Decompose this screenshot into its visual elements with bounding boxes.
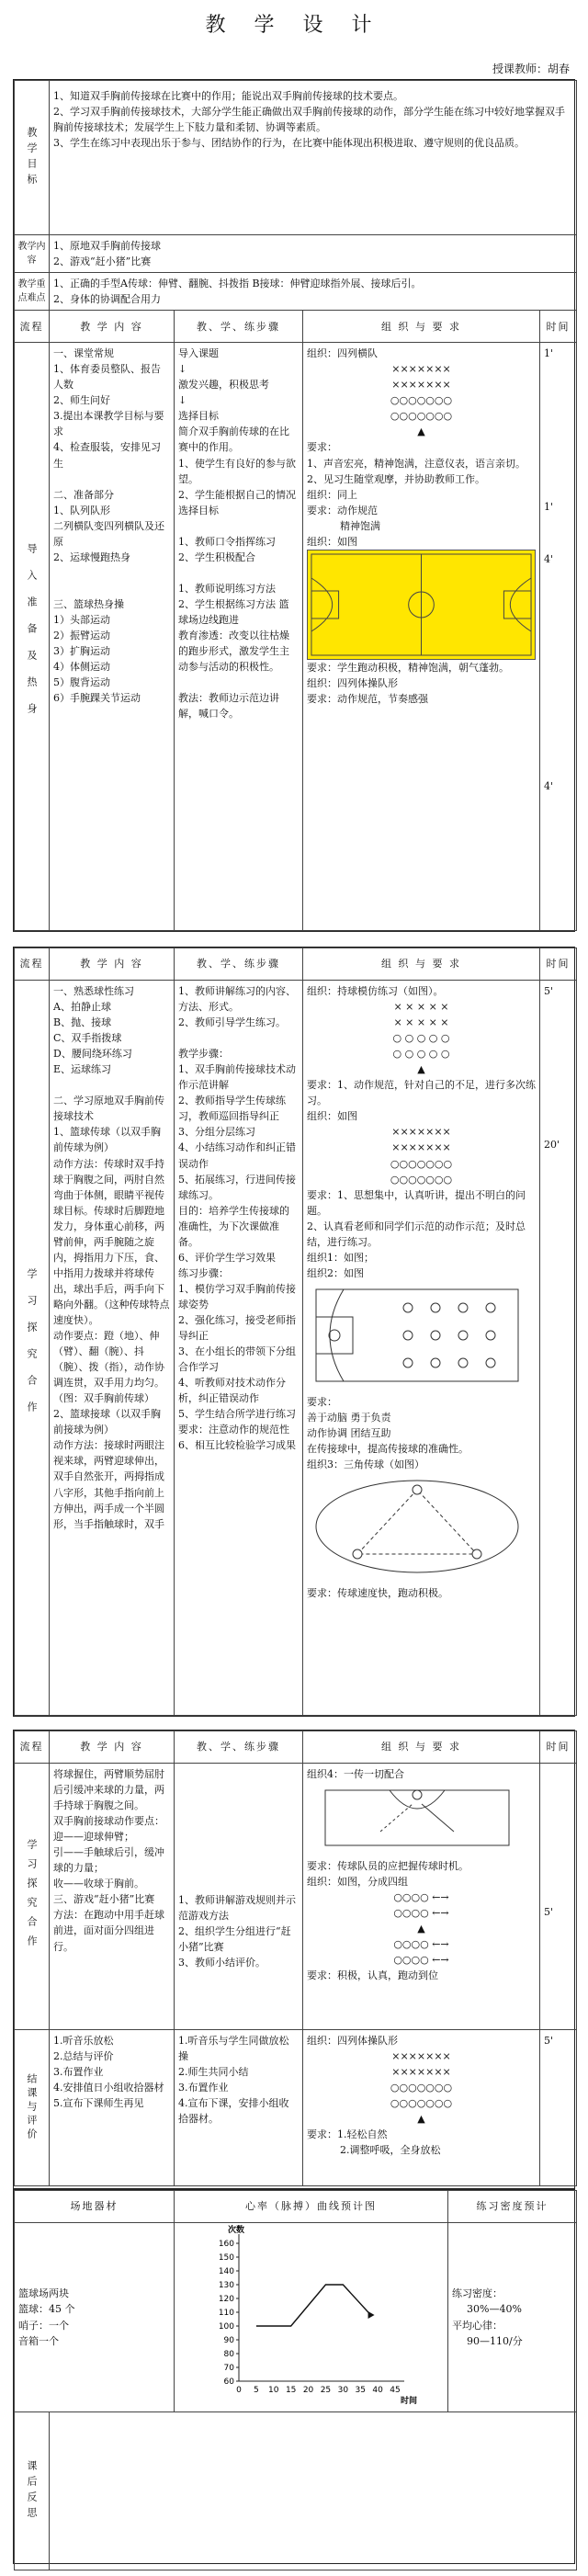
org-line: 组织3：三角传球（如图） bbox=[307, 1458, 424, 1471]
equipment-item: 哨子：一个 bbox=[18, 2319, 69, 2332]
objectives-label-text: 教学目标 bbox=[26, 126, 39, 189]
content-line: 双手胸前接球动作要点： bbox=[53, 1815, 164, 1828]
content-line: 三、篮球热身操 bbox=[53, 597, 124, 610]
y-tick-label: 130 bbox=[218, 2281, 234, 2290]
heart-rate-chart bbox=[175, 2223, 447, 2407]
section-closing bbox=[13, 1730, 575, 2189]
teacher-marker: ▲ bbox=[417, 426, 425, 438]
density-cell bbox=[448, 2223, 577, 2412]
org-line: ××××××× bbox=[391, 379, 451, 392]
method-line: 2、强化练习，接受老师指导纠正 bbox=[178, 1313, 296, 1343]
pass-cut-diagram bbox=[307, 1786, 527, 1850]
org-line: ××××××× bbox=[391, 1126, 451, 1139]
reflection-label: 课后反思 bbox=[26, 2459, 39, 2523]
stage-cell bbox=[15, 981, 50, 1716]
key-label: 教学重点难点 bbox=[15, 273, 50, 311]
content-line bbox=[53, 565, 170, 581]
y-tick-label: 120 bbox=[218, 2295, 234, 2304]
org-line: ○ ○ ○ ○ ○ bbox=[392, 1048, 450, 1061]
org-line: 要求：动作规范，节奏感强 bbox=[307, 692, 428, 705]
org-line: 组织：四列横队 bbox=[307, 347, 378, 360]
header-stage: 流程 bbox=[15, 1731, 50, 1764]
content-line: 二、准备部分 bbox=[53, 488, 114, 501]
y-tick-label: 140 bbox=[218, 2267, 234, 2276]
org-line: 组织1：如图； bbox=[307, 1251, 374, 1264]
reflection-label-cell bbox=[15, 2412, 50, 2570]
content-line: 二、学习原地双手胸前传接球技术 bbox=[53, 1095, 164, 1123]
org-cell bbox=[303, 343, 540, 931]
key-item: 1、正确的手型A传球：伸臂、翻腕、抖拨指 B接球：伸臂迎球指外展、接球后引。 bbox=[53, 278, 422, 290]
content-line: 5.宣布下课师生再见 bbox=[53, 2097, 144, 2110]
teacher-marker: ▲ bbox=[417, 1063, 425, 1076]
method-line: 2、教师引导学生练习。 bbox=[178, 1016, 286, 1029]
header-time: 时间 bbox=[540, 948, 577, 981]
content-cell bbox=[50, 981, 175, 1716]
content-line: E、运球练习 bbox=[53, 1063, 112, 1076]
equipment-header: 场地器材 bbox=[15, 2191, 175, 2223]
section-bottom bbox=[13, 2189, 575, 2564]
org-line: ××××××× bbox=[391, 1141, 451, 1154]
org-line: 2、见习生随堂观摩，并协助教师工作。 bbox=[307, 472, 485, 485]
content-line bbox=[53, 471, 170, 487]
content-line: 4）体侧运动 bbox=[53, 661, 110, 674]
line-arrow bbox=[368, 2311, 375, 2319]
content-line: B、抛、接球 bbox=[53, 1016, 112, 1029]
density-line: 练习密度： bbox=[452, 2287, 503, 2300]
content-line: 方法：在跑动中用手赶球前进，面对面分四组进行。 bbox=[53, 1909, 164, 1953]
content-line: 三、游戏“赶小猪”比赛 bbox=[53, 1893, 155, 1906]
org-line: 2、认真看老师和同学们示范的动作示范；及时总结，进行练习。 bbox=[307, 1220, 526, 1248]
equipment-item: 音箱一个 bbox=[18, 2334, 59, 2347]
equipment-item: 篮球场两块 bbox=[18, 2287, 69, 2300]
method-line: 1、双手胸前传接球技术动作示范讲解 bbox=[178, 1063, 296, 1092]
content-line bbox=[53, 1077, 170, 1093]
content-body bbox=[50, 235, 577, 273]
org-line: 要求：积极，认真，跑动到位 bbox=[307, 1969, 438, 1982]
content-line: D、腰间绕环练习 bbox=[53, 1048, 132, 1061]
content-line: 2、运球慢跑热身 bbox=[53, 550, 130, 563]
org-line: 要求：1、思想集中，认真听讲，提出不明白的问题。 bbox=[307, 1188, 526, 1217]
objective-item: 1、知道双手胸前传接球在比赛中的作用；能说出双手胸前传接球的技术要点。 bbox=[53, 90, 403, 102]
method-line: ↓ bbox=[178, 363, 187, 376]
y-axis-label: 次数 bbox=[228, 2226, 245, 2235]
content-line: 动作方法：接球时两眼注视来球，两臂迎球伸出，双手自然张开，两拇指成八字形，其他手指向前上方伸出，两手成一个半圆形，当手指触球时，双手 bbox=[53, 1439, 164, 1530]
org-line: × × × × × bbox=[393, 1016, 449, 1029]
content-line: 引——手触球后引，缓冲球的力量； bbox=[53, 1846, 164, 1875]
basketball-court-diagram bbox=[307, 550, 536, 660]
y-tick-label: 100 bbox=[218, 2322, 234, 2332]
method-line: 1.听音乐与学生同做放松操 bbox=[178, 2035, 289, 2063]
chart-header: 心率（脉搏）曲线预计图 bbox=[175, 2191, 448, 2223]
org-line: 组织2：如图 bbox=[307, 1266, 364, 1279]
method-line: 2、学生积极配合 bbox=[178, 550, 255, 563]
content-line: 3.提出本课教学目标与要求 bbox=[53, 410, 164, 438]
density-line: 30%—40% bbox=[467, 2303, 522, 2316]
method-line: 练习步骤： bbox=[178, 1266, 229, 1279]
content-cell bbox=[50, 1764, 175, 2030]
x-tick-label: 15 bbox=[285, 2386, 297, 2395]
stage-label: 学习探究合作 bbox=[26, 1267, 39, 1428]
org-line: 要求： bbox=[307, 1395, 337, 1408]
teacher-line: 授课教师：胡春 bbox=[492, 62, 570, 75]
time-value: 1' bbox=[544, 501, 554, 514]
triangle-pass-diagram bbox=[307, 1476, 527, 1577]
time-value: 20' bbox=[544, 1139, 560, 1152]
method-line: 简介双手胸前传球的在比赛中的作用。 bbox=[178, 426, 289, 454]
stage-label: 学习探究合作 bbox=[26, 1838, 39, 1955]
method-cell bbox=[175, 343, 303, 931]
time-value: 1' bbox=[544, 347, 554, 360]
org-line: 精神饱满 bbox=[340, 519, 380, 532]
content-line: 1）头部运动 bbox=[53, 613, 110, 626]
content-line bbox=[53, 581, 170, 596]
content-cell bbox=[50, 343, 175, 931]
y-tick-label: 70 bbox=[223, 2364, 234, 2373]
content-line: 一、课堂常规 bbox=[53, 347, 114, 360]
heart-rate-line bbox=[256, 2285, 371, 2326]
org-line: 组织：同上 bbox=[307, 488, 357, 501]
org-line: ××××××× bbox=[391, 2066, 451, 2079]
org-cell bbox=[303, 1764, 540, 2030]
method-line: 3、分组分层练习 bbox=[178, 1126, 255, 1139]
x-tick-label: 30 bbox=[337, 2386, 349, 2395]
method-line: 2、学生根据练习方法 篮球场边线跑进 bbox=[178, 597, 289, 626]
org-line: ○○○○○○○ bbox=[390, 2097, 453, 2110]
method-line: 导入课题 bbox=[178, 347, 219, 360]
objectives-body bbox=[50, 81, 577, 235]
method-line: ↓ bbox=[178, 394, 187, 407]
chart-cell bbox=[175, 2223, 448, 2412]
time-cell bbox=[540, 343, 577, 931]
section-learning bbox=[13, 947, 575, 1717]
y-tick-label: 90 bbox=[223, 2336, 234, 2345]
header-time: 时间 bbox=[540, 1731, 577, 1764]
content-item: 2、游戏“赶小猪”比赛 bbox=[53, 255, 152, 268]
content-line: 一、熟悉球性练习 bbox=[53, 985, 134, 997]
time-value: 5' bbox=[544, 985, 554, 997]
teacher-marker: ▲ bbox=[417, 1923, 425, 1935]
header-content: 教 学 内 容 bbox=[50, 1731, 175, 1764]
time-value: 4' bbox=[544, 780, 554, 793]
method-line: 2.师生共同小结 bbox=[178, 2066, 249, 2079]
org-line: ○ ○ ○ ○ ○ bbox=[392, 1032, 450, 1045]
content-line: 3.布置作业 bbox=[53, 2066, 104, 2079]
header-time: 时间 bbox=[540, 311, 577, 343]
method-line: 1、使学生有良好的参与欲望。 bbox=[178, 457, 296, 485]
header-org: 组 织 与 要 求 bbox=[303, 1731, 540, 1764]
org-line: 在传接球中，提高传接球的准确性。 bbox=[307, 1443, 469, 1456]
content-line: 3）扩胸运动 bbox=[53, 645, 110, 658]
org-cell bbox=[303, 981, 540, 1716]
x-tick-label: 0 bbox=[236, 2386, 242, 2395]
org-line: ××××××× bbox=[391, 363, 451, 376]
org-line: 要求：传球队员的应把握传球时机。 bbox=[307, 1860, 469, 1873]
x-tick-label: 10 bbox=[268, 2386, 279, 2395]
org-line: × × × × × bbox=[393, 1001, 449, 1014]
method-line: 要求：注意动作的规范性 bbox=[178, 1424, 289, 1436]
method-line: 目的：培养学生传接球的准确性，为下次课做准备。 bbox=[178, 1204, 289, 1248]
org-cell bbox=[303, 2030, 540, 2186]
header-content: 教 学 内 容 bbox=[50, 948, 175, 981]
method-line: 1、教师讲解游戏规则并示范游戏方法 bbox=[178, 1894, 296, 1923]
org-line: 1、声音宏亮，精神饱满，注意仪表，语言亲切。 bbox=[307, 457, 526, 470]
org-line: ○○○○ ←→ bbox=[393, 1938, 449, 1951]
equipment-item: 篮球：45 个 bbox=[18, 2303, 75, 2316]
court-svg bbox=[308, 550, 535, 659]
content-line: 1、队列队形 bbox=[53, 504, 110, 516]
org-line: 善于动脑 勇于负责 bbox=[307, 1411, 391, 1424]
method-line: 教育渗透：改变以往枯燥的跑步形式，激发学生主动参与活动的积极性。 bbox=[178, 630, 289, 674]
org-line: ○○○○○○○ bbox=[390, 1173, 453, 1186]
content-line: 4、检查服装，安排见习生 bbox=[53, 441, 161, 470]
key-body bbox=[50, 273, 577, 311]
objectives-label bbox=[15, 81, 50, 235]
org-line: 组织：四列体操队形 bbox=[307, 2035, 398, 2047]
org-line: 组织：如图 bbox=[307, 1110, 357, 1123]
method-line: 1、教师讲解练习的内容、方法、形式。 bbox=[178, 985, 296, 1014]
header-stage: 流程 bbox=[15, 311, 50, 343]
method-line: 5、学生结合所学进行练习 bbox=[178, 1408, 296, 1421]
method-line bbox=[178, 565, 299, 581]
content-cell bbox=[50, 2030, 175, 2186]
method-cell bbox=[175, 981, 303, 1716]
content-line: 动作要点：蹬（地）、伸（臂）、翻（腕）、抖（腕）、拨（指），动作协调连贯，双手用力均匀。 bbox=[53, 1330, 164, 1390]
half-court-diagram bbox=[307, 1285, 527, 1386]
content-line: 2.总结与评价 bbox=[53, 2050, 114, 2063]
org-line: ○○○○ ←→ bbox=[393, 1891, 449, 1904]
x-tick-label: 20 bbox=[302, 2386, 314, 2395]
y-tick-label: 80 bbox=[223, 2350, 234, 2359]
content-line: 2、篮球接球（以双手胸前接球为例） bbox=[53, 1408, 161, 1436]
teacher-marker: ▲ bbox=[417, 2113, 425, 2126]
org-line: 要求：1、动作规范，针对自己的不足，进行多次练习。 bbox=[307, 1079, 536, 1107]
method-line: 4、小结练习动作和纠正错误动作 bbox=[178, 1141, 296, 1170]
org-line: 要求： bbox=[307, 441, 337, 454]
content-line: C、双手指拨球 bbox=[53, 1032, 122, 1045]
content-line: 6）手腕踝关节运动 bbox=[53, 692, 141, 705]
content-line: 4.安排值日小组收拾器材 bbox=[53, 2082, 164, 2094]
method-line: 5、拓展练习，行进间传接球练习。 bbox=[178, 1173, 296, 1201]
method-line: 3.布置作业 bbox=[178, 2082, 229, 2094]
org-line: 2.调整呼吸，全身放松 bbox=[340, 2144, 441, 2157]
objective-item: 2、学习双手胸前传接球技术，大部分学生能正确做出双手胸前传接球的动作，部分学生能在练习中较好地掌握双手胸前传接球技术；发展学生上下肢力量和柔韧、协调等素质。 bbox=[53, 106, 565, 134]
header-method: 教、学、练步骤 bbox=[175, 948, 303, 981]
page-title: 教 学 设 计 bbox=[205, 14, 383, 37]
y-tick-label: 60 bbox=[223, 2377, 234, 2387]
org-line: 要求：1.轻松自然 bbox=[307, 2128, 388, 2141]
content-line: 1、篮球传球（以双手胸前传球为例） bbox=[53, 1126, 161, 1154]
org-line: ○○○○○○○ bbox=[390, 394, 453, 407]
org-line: ○○○○ ←→ bbox=[393, 1954, 449, 1967]
method-line: 4、听教师对技术动作分析，纠正错误动作 bbox=[178, 1377, 286, 1405]
objective-item: 3、学生在练习中表现出乐于参与、团结协作的行为，在比赛中能体现出积极进取、遵守规则的优良品质。 bbox=[53, 137, 525, 150]
reflection-body[interactable] bbox=[50, 2412, 577, 2570]
method-line: 2、学生能根据自己的情况选择目标 bbox=[178, 488, 296, 516]
org-line: ○○○○ ←→ bbox=[393, 1907, 449, 1920]
x-tick-label: 25 bbox=[320, 2386, 332, 2395]
key-item: 2、身体的协调配合用力 bbox=[53, 293, 161, 306]
content-item: 1、原地双手胸前传接球 bbox=[53, 240, 161, 252]
header-method: 教、学、练步骤 bbox=[175, 311, 303, 343]
org-line: 组织：持球模仿练习（如图）。 bbox=[307, 985, 444, 997]
method-line: 教学步骤： bbox=[178, 1048, 229, 1061]
content-label: 教学内容 bbox=[15, 235, 50, 273]
content-line: 2）振臂运动 bbox=[53, 630, 110, 642]
time-cell bbox=[540, 981, 577, 1716]
org-line: ○○○○○○○ bbox=[390, 1157, 453, 1170]
org-line: 要求：学生跑动积极，精神饱满，朝气蓬勃。 bbox=[307, 661, 509, 674]
org-line: 要求：传球速度快，跑动积极。 bbox=[307, 1587, 448, 1600]
x-axis-label: 时间 bbox=[401, 2397, 418, 2406]
stage-cell bbox=[15, 343, 50, 931]
org-line: 动作协调 团结互助 bbox=[307, 1427, 391, 1440]
method-line: 1、教师说明练习方法 bbox=[178, 582, 276, 595]
density-line: 平均心律： bbox=[452, 2319, 503, 2332]
stage-label: 导入准备及热身 bbox=[26, 543, 39, 731]
method-line: 4.宣布下课，安排小组收拾器材。 bbox=[178, 2097, 289, 2126]
time-cell bbox=[540, 1764, 577, 2030]
header-stage: 流程 bbox=[15, 948, 50, 981]
method-line: 2、教师指导学生传球练习，教师巡回指导纠正 bbox=[178, 1095, 286, 1123]
method-line: 选择目标 bbox=[178, 410, 219, 423]
content-line: 收——收球于胸前。 bbox=[53, 1878, 144, 1890]
density-header: 练习密度预计 bbox=[448, 2191, 577, 2223]
header-method: 教、学、练步骤 bbox=[175, 1731, 303, 1764]
header-org: 组 织 与 要 求 bbox=[303, 311, 540, 343]
time-value: 4' bbox=[544, 553, 554, 566]
stage-label: 结课与评价 bbox=[26, 2073, 39, 2142]
method-line bbox=[178, 1030, 299, 1046]
x-tick-label: 45 bbox=[390, 2386, 401, 2395]
method-line: 3、教师小结评价。 bbox=[178, 1957, 266, 1969]
stage-cell bbox=[15, 2030, 50, 2186]
equipment-cell bbox=[15, 2223, 175, 2412]
org-line: 组织4：一传一切配合 bbox=[307, 1768, 404, 1780]
content-line: （图：双手胸前传球） bbox=[53, 1392, 154, 1405]
time-cell bbox=[540, 2030, 577, 2186]
density-line: 90—110/分 bbox=[467, 2334, 523, 2347]
content-line: 迎——迎球伸臂； bbox=[53, 1831, 134, 1844]
content-line: 动作方法：传球时双手持球于胸腹之间，两肘自然弯曲于体侧，眼睛平视传球目标。传球时后脚蹬地发力，身体重心前移，两臂前伸，两手腕随之旋内，拇指用力下压，食、中指用力拨球并将球传出，球出手后，两手向下略向外翻。（这种传球特点速度快）。 bbox=[53, 1157, 170, 1326]
method-line bbox=[178, 675, 299, 690]
content-line: 将球握住，两臂顺势屈肘后引缓冲来球的力量，两手持球于胸腹之间。 bbox=[53, 1768, 164, 1812]
method-cell bbox=[175, 1764, 303, 2030]
org-line: 组织：四列体操队形 bbox=[307, 676, 398, 689]
y-tick-label: 160 bbox=[218, 2240, 234, 2249]
method-line: 1、教师口令指挥练习 bbox=[178, 535, 276, 548]
header-org: 组 织 与 要 求 bbox=[303, 948, 540, 981]
org-line: 组织：如图，分成四组 bbox=[307, 1876, 408, 1889]
content-line: A、拍静止球 bbox=[53, 1001, 111, 1014]
method-line: 6、相互比较检验学习成果 bbox=[178, 1439, 296, 1452]
method-line: 1、模仿学习双手胸前传接球姿势 bbox=[178, 1282, 296, 1311]
method-line: 6、评价学生学习效果 bbox=[178, 1251, 276, 1264]
method-cell bbox=[175, 2030, 303, 2186]
time-value: 5' bbox=[544, 1906, 554, 1918]
org-line: 要求：动作规范 bbox=[307, 504, 378, 516]
org-line: 组织：如图 bbox=[307, 535, 357, 548]
method-line: 3、在小组长的带领下分组合作学习 bbox=[178, 1345, 296, 1374]
org-line: ××××××× bbox=[391, 2050, 451, 2063]
time-value: 5' bbox=[544, 2035, 554, 2047]
content-line: 二列横队变四列横队及还原 bbox=[53, 519, 164, 548]
content-line: 5）腹背运动 bbox=[53, 676, 110, 689]
x-tick-label: 5 bbox=[254, 2386, 259, 2395]
method-line: 2、组织学生分组进行“赶小猪”比赛 bbox=[178, 1925, 291, 1954]
content-line: 1、体育委员整队、报告人数 bbox=[53, 363, 161, 392]
x-tick-label: 35 bbox=[355, 2386, 366, 2395]
y-tick-label: 150 bbox=[218, 2253, 234, 2263]
section-intro bbox=[13, 79, 575, 932]
stage-cell bbox=[15, 1764, 50, 2030]
y-tick-label: 110 bbox=[218, 2309, 234, 2318]
method-line: 激发兴趣，积极思考 bbox=[178, 379, 269, 392]
org-line: ○○○○○○○ bbox=[390, 410, 453, 423]
org-line: ○○○○○○○ bbox=[390, 2082, 453, 2094]
header-content: 教 学 内 容 bbox=[50, 311, 175, 343]
x-tick-label: 40 bbox=[372, 2386, 383, 2395]
method-line bbox=[178, 518, 299, 534]
content-line: 1.听音乐放松 bbox=[53, 2035, 114, 2047]
method-line: 教法：教师边示范边讲解，喊口令。 bbox=[178, 692, 279, 721]
content-line: 2、师生问好 bbox=[53, 394, 110, 407]
